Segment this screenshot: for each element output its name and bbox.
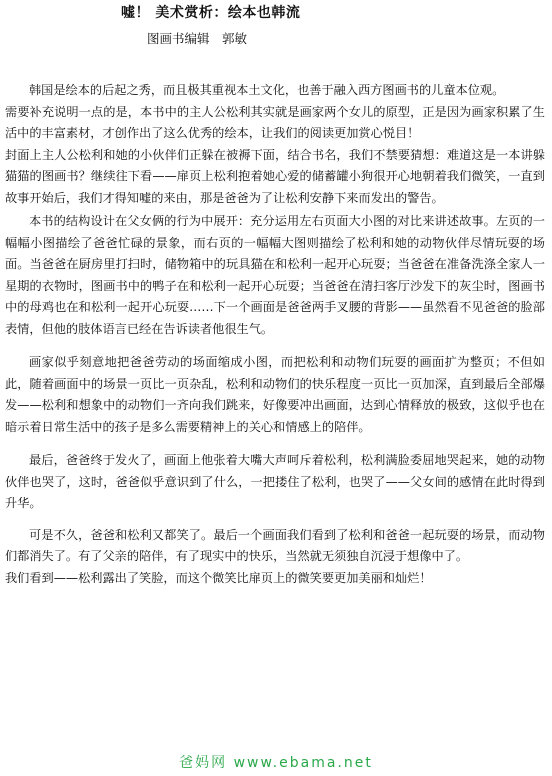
article-title: 嘘！ 美术赏析：绘本也韩流 [121,5,301,21]
paragraph-structure: 本书的结构设计在父女俩的行为中展开：充分运用左右页面大小图的对比来讲述故事。左页的一幅幅小图描绘了爸爸忙碌的景象，而右页的一幅幅大图则描绘了松利和她的动物伙伴尽情玩耍的场面。当爸爸在厨房里打扫时，储物箱中的玩具猫在和松利一起开心玩耍；当爸爸在准备洗涤全家人一星期的衣物时，图画书中的鸭子在和松利一起开心玩耍；当爸爸在清扫客厅沙发下的灰尘时，图画书中的母鸡也在和松利一起开心玩耍……下一个画面是爸爸两手叉腰的背影——虽然看不见爸爸的脸部表情，但他的肢体语言已经在告诉读者他很生气。 [5,214,545,336]
paragraph-note: 需要补充说明一点的是，本书中的主人公松利其实就是画家两个女儿的原型，正是因为画家积累了生活中的丰富素材，才创作出了这么优秀的绘本，让我们的阅读更加赏心悦目！ [5,104,545,140]
paragraph-cover: 封面上主人公松利和她的小伙伴们正躲在被褥下面，结合书名，我们不禁要猜想：难道这是一本讲躲猫猫的图画书？继续往下看——扉页上松利抱着她心爱的储蓄罐小狗很开心地朝着我们微笑，一直到故事开始后，我们才得知嘘的来由，那是爸爸为了让松利安静下来而发出的警告。 [5,147,545,205]
paragraph-layout: 画家似乎刻意地把爸爸劳动的场面缩成小图，而把松利和动物们玩耍的画面扩为整页；不但如此，随着画面中的场景一页比一页杂乱，松利和动物们的快乐程度一页比一页加深，直到最后全部爆发——松利和想象中的动物们一齐向我们跳来，好像要冲出画面，达到心情释放的极致，这似乎也在暗示着日常生活中的孩子是多么需要精神上的关心和情感上的陪伴。 [5,355,545,434]
article-byline: 图画书编辑 郭敏 [147,31,248,46]
paragraph-resolution: 可是不久，爸爸和松利又都笑了。最后一个画面我们看到了松利和爸爸一起玩耍的场景，而动物们都消失了。有了父亲的陪伴，有了现实中的快乐，当然就无须独自沉浸于想像中了。 [5,527,545,563]
site-watermark: 爸妈网 www.ebama.net [179,755,373,771]
paragraph-intro: 韩国是绘本的后起之秀，而且极其重视本土文化，也善于融入西方图画书的儿童本位观。 [29,83,505,97]
paragraph-climax: 最后，爸爸终于发火了，画面上他张着大嘴大声呵斥着松利，松利满脸委屈地哭起来，她的动物伙伴也哭了，这时，爸爸似乎意识到了什么，一把搂住了松利，也哭了——父女间的感情在此时得到升华。 [5,453,545,510]
paragraph-closing: 我们看到——松利露出了笑脸，而这个微笑比扉页上的微笑要更加美丽和灿烂！ [5,570,432,585]
article-body [5,80,545,589]
